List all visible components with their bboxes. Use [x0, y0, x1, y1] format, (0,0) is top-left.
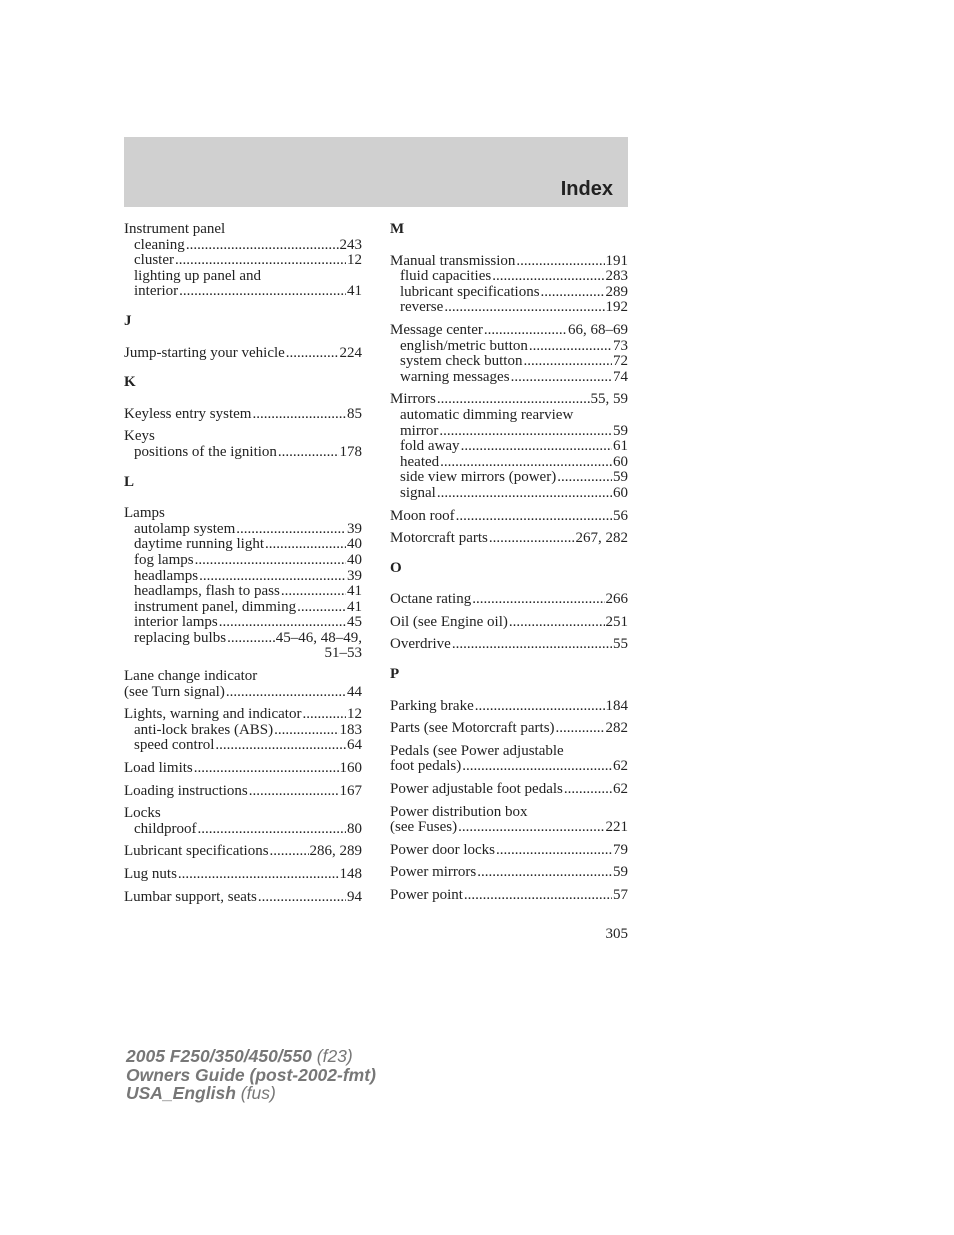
- entry-label: cluster: [134, 252, 174, 269]
- leader-dots: [227, 631, 275, 647]
- leader-dots: [270, 844, 309, 860]
- leader-dots: [516, 254, 604, 270]
- index-column-right: [390, 222, 628, 911]
- entry-label: fog lamps: [134, 551, 194, 568]
- leader-dots: [437, 392, 590, 408]
- page-reference: 243: [339, 236, 362, 253]
- index-line: [390, 470, 628, 486]
- entry-label: lubricant specifications: [400, 283, 540, 300]
- leader-dots: [484, 323, 567, 339]
- index-line: [124, 822, 362, 838]
- index-line: [124, 222, 362, 238]
- header-band: [124, 137, 628, 207]
- index-entry: [390, 805, 628, 836]
- entry-label: Moon roof: [390, 507, 455, 524]
- entry-label: english/metric button: [400, 337, 528, 354]
- leader-dots: [452, 637, 612, 653]
- leader-dots: [529, 339, 612, 355]
- index-line: [124, 284, 362, 300]
- entry-label: 51–53: [324, 645, 362, 662]
- leader-dots: [178, 867, 339, 883]
- entry-label: Lights, warning and indicator: [124, 706, 302, 723]
- entry-label: interior: [134, 283, 179, 300]
- leader-dots: [461, 439, 612, 455]
- page-reference: 251: [605, 613, 628, 630]
- page-title: Index: [560, 178, 613, 200]
- leader-dots: [219, 615, 346, 631]
- footer-line-1: [126, 1047, 376, 1066]
- entry-label: automatic dimming rearview: [400, 406, 574, 423]
- page-reference: 73: [613, 337, 628, 354]
- index-line: [124, 269, 362, 285]
- index-line: [124, 738, 362, 754]
- index-line: [124, 445, 362, 461]
- index-entry: [390, 865, 628, 881]
- leader-dots: [541, 285, 605, 301]
- page-reference: 59: [613, 469, 628, 486]
- page-reference: 41: [347, 598, 362, 615]
- page-reference: 184: [605, 697, 628, 714]
- page-reference: 40: [347, 536, 362, 553]
- page-reference: 12: [347, 706, 362, 723]
- entry-label: Keys: [124, 428, 155, 445]
- entry-label: side view mirrors (power): [400, 469, 557, 486]
- index-entry: [124, 669, 362, 700]
- leader-dots: [496, 843, 612, 859]
- entry-label: Motorcraft parts: [390, 530, 488, 547]
- entry-label: positions of the ignition: [134, 443, 277, 460]
- footer-model-code: (f23): [316, 1046, 353, 1066]
- page-reference: 66, 68–69: [568, 321, 628, 338]
- index-line: [390, 699, 628, 715]
- entry-label: Parking brake: [390, 697, 474, 714]
- index-line: [390, 392, 628, 408]
- leader-dots: [564, 782, 612, 798]
- index-entry: [124, 707, 362, 754]
- leader-dots: [195, 553, 346, 569]
- page-reference: 183: [339, 721, 362, 738]
- index-line: [124, 600, 362, 616]
- index-entry: [124, 867, 362, 883]
- index-line: [124, 844, 362, 860]
- entry-label: lighting up panel and: [134, 267, 262, 284]
- leader-dots: [302, 707, 346, 723]
- footer-model: 2005 F250/350/450/550: [126, 1046, 312, 1066]
- index-line: [390, 323, 628, 339]
- leader-dots: [489, 531, 575, 547]
- index-line: [124, 784, 362, 800]
- index-line: [124, 806, 362, 822]
- leader-dots: [199, 569, 346, 585]
- page-reference: 45–46, 48–49,: [275, 629, 362, 646]
- leader-dots: [249, 784, 339, 800]
- section-letter: M: [390, 221, 405, 237]
- entry-label: Lane change indicator: [124, 668, 258, 685]
- entry-label: (see Fuses): [390, 819, 458, 836]
- entry-label: Power distribution box: [390, 803, 528, 820]
- entry-label: headlamps, flash to pass: [134, 583, 280, 600]
- page-reference: 12: [347, 252, 362, 269]
- footer-language-code: (fus): [240, 1083, 276, 1103]
- index-entry: [390, 843, 628, 859]
- entry-label: Power mirrors: [390, 864, 477, 881]
- entry-label: Jump-starting your vehicle: [124, 344, 285, 361]
- index-entry: [124, 784, 362, 800]
- index-line: [124, 253, 362, 269]
- page-reference: 282: [605, 720, 628, 737]
- index-line: [124, 723, 362, 739]
- index-entry: [124, 761, 362, 777]
- entry-label: Lamps: [124, 505, 165, 522]
- index-line: [124, 429, 362, 445]
- section-letter: J: [124, 312, 132, 329]
- index-entry: [390, 531, 628, 547]
- index-entry: [124, 844, 362, 860]
- page-reference: 60: [613, 453, 628, 470]
- entry-label: Loading instructions: [124, 782, 248, 799]
- page-reference: 41: [347, 583, 362, 600]
- index-entry: [124, 806, 362, 837]
- page-reference: 289: [605, 283, 628, 300]
- leader-dots: [472, 592, 604, 608]
- page-reference: 59: [613, 864, 628, 881]
- entry-label: Power door locks: [390, 841, 495, 858]
- index-line: [124, 346, 362, 362]
- index-line: [124, 506, 362, 522]
- index-line: [390, 254, 628, 270]
- page-reference: 41: [347, 283, 362, 300]
- entry-label: fluid capacities: [400, 268, 492, 285]
- index-line: [390, 509, 628, 525]
- entry-label: cleaning: [134, 236, 185, 253]
- entry-label: mirror: [400, 422, 439, 439]
- index-entry: [124, 506, 362, 662]
- page-number: 305: [605, 926, 628, 942]
- page-reference: 60: [613, 484, 628, 501]
- leader-dots: [458, 820, 604, 836]
- index-line: [124, 707, 362, 723]
- page-reference: 266: [605, 591, 628, 608]
- index-line: [124, 238, 362, 254]
- index-line: [390, 865, 628, 881]
- leader-dots: [274, 723, 338, 739]
- index-line: [390, 486, 628, 502]
- page-reference: 224: [339, 344, 362, 361]
- index-line: [390, 300, 628, 316]
- page-reference: 40: [347, 551, 362, 568]
- index-line: [390, 455, 628, 471]
- leader-dots: [226, 685, 346, 701]
- leader-dots: [440, 455, 612, 471]
- index-line: [390, 370, 628, 386]
- leader-dots: [252, 407, 346, 423]
- leader-dots: [475, 699, 605, 715]
- section-letter: P: [390, 666, 400, 683]
- entry-label: system check button: [400, 353, 523, 370]
- leader-dots: [439, 424, 612, 440]
- index-line: [390, 744, 628, 760]
- index-entry: [390, 509, 628, 525]
- index-entry: [124, 407, 362, 423]
- page-reference: 221: [605, 819, 628, 836]
- index-line: [124, 890, 362, 906]
- page-reference: 192: [605, 299, 628, 316]
- entry-label: replacing bulbs: [134, 629, 227, 646]
- footer-line-3: [126, 1084, 376, 1103]
- index-line: [390, 439, 628, 455]
- entry-label: signal: [400, 484, 436, 501]
- entry-label: Lubricant specifications: [124, 843, 269, 860]
- page-reference: 167: [339, 782, 362, 799]
- leader-dots: [556, 721, 605, 737]
- entry-label: Load limits: [124, 760, 193, 777]
- index-entry: [390, 323, 628, 385]
- index-entry: [124, 429, 362, 460]
- index-line: [124, 553, 362, 569]
- index-line: [124, 522, 362, 538]
- entry-label: Power point: [390, 887, 463, 903]
- index-line: [124, 631, 362, 647]
- index-line: [390, 592, 628, 608]
- index-line: [390, 408, 628, 424]
- leader-dots: [236, 522, 346, 538]
- index-entry: [390, 721, 628, 737]
- entry-label: Lumbar support, seats: [124, 888, 257, 905]
- page-reference: 39: [347, 520, 362, 537]
- leader-dots: [477, 865, 612, 881]
- index-line: [390, 354, 628, 370]
- page-reference: 191: [605, 252, 628, 269]
- page-reference: 64: [347, 737, 362, 754]
- entry-label: Power adjustable foot pedals: [390, 781, 563, 798]
- entry-label: interior lamps: [134, 614, 218, 631]
- page-reference: 62: [613, 781, 628, 798]
- index-line: [390, 615, 628, 631]
- page-reference: 267, 282: [575, 530, 628, 547]
- index-entry: [390, 888, 628, 904]
- index-line: [390, 339, 628, 355]
- index-line: [390, 820, 628, 836]
- page-reference: 80: [347, 820, 362, 837]
- entry-label: Message center: [390, 321, 483, 338]
- page-reference: 45: [347, 614, 362, 631]
- index-entry: [390, 615, 628, 631]
- page-reference: 61: [613, 438, 628, 455]
- entry-label: Manual transmission: [390, 252, 516, 269]
- entry-label: Parts (see Motorcraft parts): [390, 720, 555, 737]
- footer-line-2: [126, 1066, 376, 1085]
- entry-label: autolamp system: [134, 520, 236, 537]
- entry-label: (see Turn signal): [124, 683, 225, 700]
- leader-dots: [511, 370, 612, 386]
- index-entry: [124, 890, 362, 906]
- index-line: [124, 407, 362, 423]
- index-line: [124, 761, 362, 777]
- index-line: [390, 782, 628, 798]
- footer-guide: Owners Guide (post-2002-fmt): [126, 1064, 376, 1085]
- index-entry: [390, 744, 628, 775]
- entry-label: instrument panel, dimming: [134, 598, 297, 615]
- leader-dots: [197, 822, 346, 838]
- page-reference: 55: [613, 636, 628, 653]
- index-line: [390, 269, 628, 285]
- leader-dots: [509, 615, 605, 631]
- page-reference: 94: [347, 888, 362, 905]
- page-reference: 160: [339, 760, 362, 777]
- page-reference: 59: [613, 422, 628, 439]
- page-reference: 85: [347, 405, 362, 422]
- leader-dots: [456, 509, 612, 525]
- entry-label: warning messages: [400, 368, 510, 385]
- index-entry: [390, 392, 628, 501]
- leader-dots: [462, 759, 612, 775]
- leader-dots: [175, 253, 346, 269]
- page-reference: 62: [613, 758, 628, 775]
- index-entry: [390, 592, 628, 608]
- index-line: [390, 843, 628, 859]
- entry-label: Oil (see Engine oil): [390, 613, 508, 630]
- leader-dots: [464, 888, 612, 904]
- leader-dots: [258, 890, 346, 906]
- index-line: [390, 285, 628, 301]
- index-line: [124, 537, 362, 553]
- leader-dots: [444, 300, 604, 316]
- entry-label: headlamps: [134, 567, 199, 584]
- entry-label: Octane rating: [390, 591, 472, 608]
- entry-label: Keyless entry system: [124, 405, 252, 422]
- section-letter: O: [390, 559, 402, 576]
- index-column-left: [124, 222, 362, 912]
- entry-label: anti-lock brakes (ABS): [134, 721, 274, 738]
- page-reference: 148: [339, 866, 362, 882]
- index-line: [124, 867, 362, 883]
- entry-label: daytime running light: [134, 536, 264, 553]
- entry-label: heated: [400, 453, 440, 470]
- entry-label: Locks: [124, 805, 161, 822]
- page-reference: 74: [613, 368, 628, 385]
- index-line: [124, 615, 362, 631]
- index-line: [124, 685, 362, 701]
- index-line: [124, 646, 362, 662]
- index-line: [124, 669, 362, 685]
- footer-language: USA_English: [126, 1083, 236, 1103]
- entry-label: fold away: [400, 438, 460, 455]
- index-entry: [390, 637, 628, 653]
- index-entry: [390, 782, 628, 798]
- index-entry: [390, 699, 628, 715]
- page-reference: 39: [347, 567, 362, 584]
- page-reference: 44: [347, 683, 362, 700]
- index-line: [390, 531, 628, 547]
- index-entry: [124, 346, 362, 362]
- index-line: [390, 888, 628, 904]
- index-line: [390, 637, 628, 653]
- entry-label: Lug nuts: [124, 866, 177, 882]
- index-line: [390, 805, 628, 821]
- section-letter: L: [124, 473, 135, 490]
- leader-dots: [194, 761, 339, 777]
- entry-label: Instrument panel: [124, 221, 226, 237]
- leader-dots: [278, 445, 339, 461]
- leader-dots: [281, 584, 346, 600]
- index-entry: [124, 222, 362, 300]
- entry-label: childproof: [134, 820, 197, 837]
- leader-dots: [286, 346, 339, 362]
- index-line: [124, 569, 362, 585]
- leader-dots: [179, 284, 346, 300]
- index-line: [390, 721, 628, 737]
- entry-label: foot pedals): [390, 758, 462, 775]
- page-reference: 286, 289: [309, 843, 362, 860]
- leader-dots: [523, 354, 612, 370]
- index-entry: [390, 254, 628, 316]
- leader-dots: [265, 537, 346, 553]
- section-letter: K: [124, 374, 136, 391]
- leader-dots: [186, 238, 339, 254]
- page-reference: 56: [613, 507, 628, 524]
- page-reference: 283: [605, 268, 628, 285]
- leader-dots: [492, 269, 604, 285]
- entry-label: Pedals (see Power adjustable: [390, 742, 564, 759]
- entry-label: Mirrors: [390, 391, 436, 408]
- leader-dots: [437, 486, 612, 502]
- page-reference: 57: [613, 887, 628, 903]
- leader-dots: [557, 470, 612, 486]
- page-reference: 178: [339, 443, 362, 460]
- entry-label: Overdrive: [390, 636, 451, 653]
- index-line: [390, 759, 628, 775]
- document-footer: [126, 1047, 376, 1103]
- entry-label: speed control: [134, 737, 215, 754]
- page-reference: 55, 59: [590, 391, 628, 408]
- index-line: [124, 584, 362, 600]
- index-line: [390, 424, 628, 440]
- leader-dots: [215, 738, 346, 754]
- entry-label: reverse: [400, 299, 444, 316]
- page-reference: 72: [613, 353, 628, 370]
- leader-dots: [297, 600, 346, 616]
- page-reference: 79: [613, 841, 628, 858]
